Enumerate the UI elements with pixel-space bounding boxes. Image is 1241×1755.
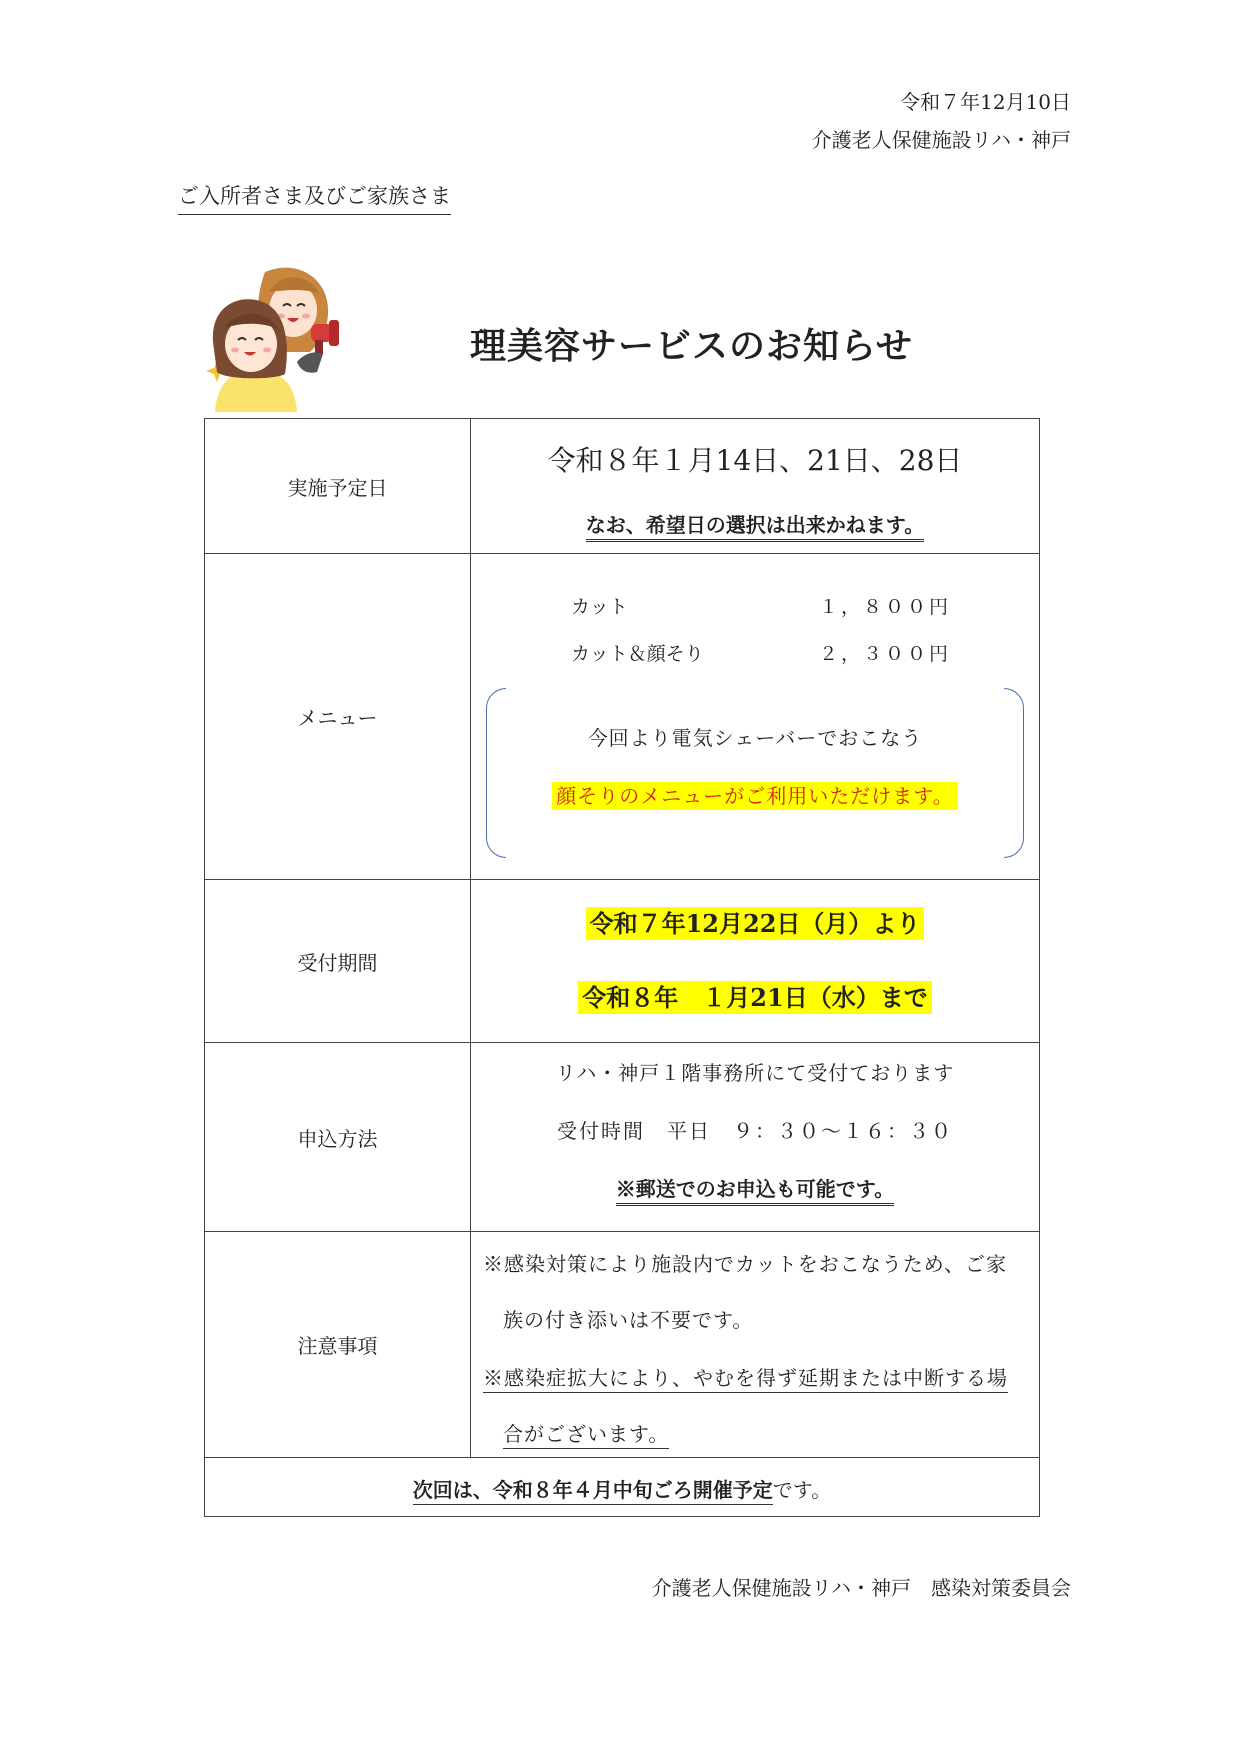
reception-period-content	[471, 880, 1039, 1042]
menu-notice-line2: 顔そりのメニューがご利用いただけます。	[552, 782, 957, 810]
menu-row	[205, 554, 1039, 880]
next-time-text	[205, 1474, 1039, 1503]
caution-line4: 合がございます。	[503, 1422, 669, 1449]
menu-notice-line1: 今回より電気シェーバーでおこなう	[587, 726, 923, 750]
schedule-content	[471, 419, 1039, 553]
addressee: ご入所者さま及びご家族さま	[178, 180, 451, 215]
reception-period-to: 令和８年 １月21日（水）まで	[578, 981, 931, 1014]
issuing-organization: 介護老人保健施設リハ・神戸	[811, 128, 1071, 152]
schedule-dates: 令和８年１月14日、21日、28日	[547, 444, 963, 477]
schedule-row	[205, 419, 1039, 554]
menu-item-price: １，８００円	[819, 596, 952, 618]
menu-item-price: ２，３００円	[819, 643, 952, 665]
menu-content	[471, 554, 1039, 879]
reception-period-row	[205, 880, 1039, 1043]
caution-line3: ※感染症拡大により、やむを得ず延期または中断する場	[483, 1366, 1008, 1393]
menu-label: メニュー	[205, 554, 471, 879]
application-content	[471, 1043, 1039, 1231]
notice-bracket-right	[1004, 688, 1024, 858]
schedule-label: 実施予定日	[205, 419, 471, 553]
reception-period-from: 令和７年12月22日（月）より	[586, 907, 925, 940]
info-table	[204, 418, 1040, 1517]
caution-line1: ※感染対策により施設内でカットをおこなうため、ご家	[483, 1252, 1007, 1276]
caution-line2: 族の付き添いは不要です。	[503, 1308, 754, 1332]
cautions-content	[471, 1232, 1039, 1457]
footer-committee: 介護老人保健施設リハ・神戸 感染対策委員会	[651, 1576, 1071, 1600]
schedule-note: なお、希望日の選択は出来かねます。	[586, 513, 924, 542]
application-place: リハ・神戸１階事務所にて受付ております	[555, 1061, 955, 1085]
hairdresser-illustration	[205, 262, 355, 412]
next-time-tail: です。	[772, 1478, 832, 1502]
application-hours: 受付時間 平日 ９：３０～１６：３０	[557, 1119, 953, 1143]
next-time-bold: 次回は、令和８年４月中旬ごろ開催予定	[413, 1478, 773, 1505]
document-date: 令和７年12月10日	[900, 90, 1071, 114]
reception-period-label: 受付期間	[205, 880, 471, 1042]
page-title: 理美容サービスのお知らせ	[470, 325, 913, 367]
cautions-row	[205, 1232, 1039, 1458]
application-mail-note: ※郵送でのお申込も可能です。	[616, 1177, 894, 1206]
next-time-row	[205, 1458, 1039, 1518]
menu-item-name: カット＆顔そり	[571, 643, 704, 665]
application-label: 申込方法	[205, 1043, 471, 1231]
notice-bracket-left	[486, 688, 506, 858]
cautions-label: 注意事項	[205, 1232, 471, 1457]
application-row	[205, 1043, 1039, 1232]
menu-item-name: カット	[571, 596, 628, 618]
